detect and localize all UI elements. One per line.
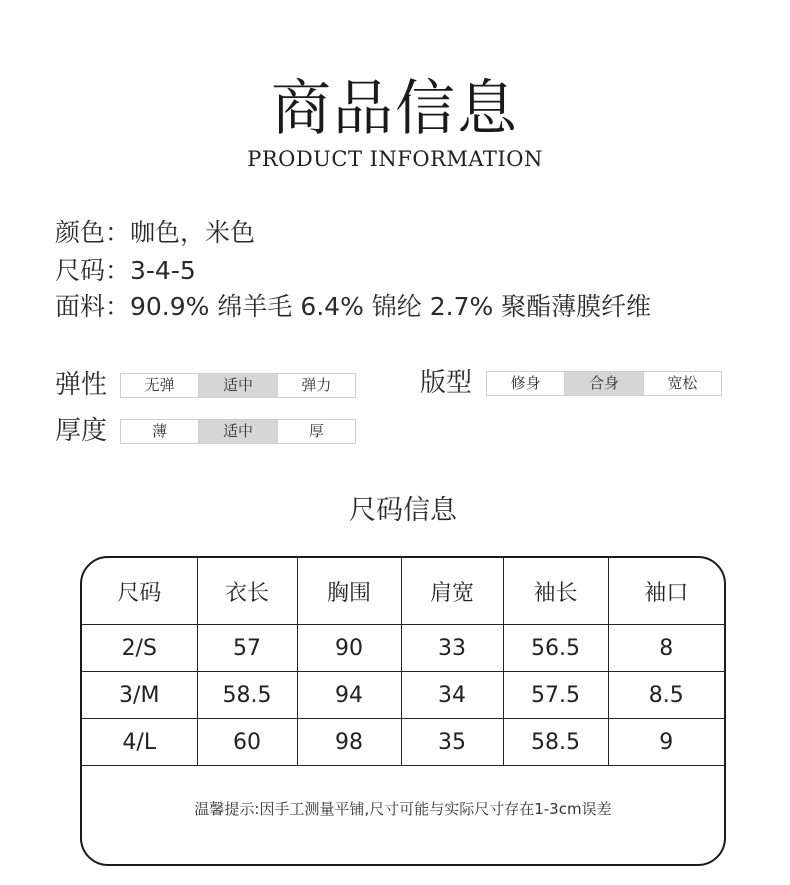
color-info: 颜色：咖色，米色 bbox=[55, 218, 256, 247]
table-header-row bbox=[82, 558, 724, 625]
thickness-option: 适中 bbox=[199, 420, 277, 443]
thickness-scale bbox=[120, 419, 356, 444]
table-cell: 98 bbox=[297, 719, 401, 766]
header-cell: 胸围 bbox=[297, 558, 401, 625]
fabric-info: 面料：90.9% 绵羊毛 6.4% 锦纶 2.7% 聚酯薄膜纤维 bbox=[55, 292, 652, 321]
fit-label: 版型 bbox=[420, 368, 473, 398]
table-cell: 60 bbox=[197, 719, 297, 766]
table-cell: 9 bbox=[608, 719, 724, 766]
table-cell: 4/L bbox=[82, 719, 197, 766]
table-cell: 56.5 bbox=[503, 625, 608, 672]
table-row bbox=[82, 719, 724, 766]
page-title: 商品信息 bbox=[271, 74, 519, 144]
header-cell: 袖长 bbox=[503, 558, 608, 625]
table-cell: 58.5 bbox=[197, 672, 297, 719]
table-cell: 94 bbox=[297, 672, 401, 719]
fit-option: 修身 bbox=[487, 372, 565, 395]
table-cell: 2/S bbox=[82, 625, 197, 672]
header-cell: 衣长 bbox=[197, 558, 297, 625]
table-cell: 35 bbox=[401, 719, 503, 766]
table-cell: 90 bbox=[297, 625, 401, 672]
elasticity-option: 弹力 bbox=[301, 376, 332, 394]
thickness-label: 厚度 bbox=[55, 416, 108, 446]
table-row bbox=[82, 672, 724, 719]
size-chart-box bbox=[80, 556, 726, 866]
header-cell: 尺码 bbox=[82, 558, 197, 625]
table-cell: 8 bbox=[608, 625, 724, 672]
elasticity-scale bbox=[120, 373, 356, 398]
fit-option: 宽松 bbox=[667, 374, 698, 392]
elasticity-label: 弹性 bbox=[55, 370, 108, 400]
size-info: 尺码：3-4-5 bbox=[55, 256, 196, 285]
fit-scale bbox=[486, 371, 722, 396]
thickness-option: 薄 bbox=[121, 420, 199, 443]
table-cell: 58.5 bbox=[503, 719, 608, 766]
table-row bbox=[82, 625, 724, 672]
thickness-option: 厚 bbox=[308, 422, 324, 440]
table-cell: 8.5 bbox=[608, 672, 724, 719]
elasticity-option: 无弹 bbox=[121, 374, 199, 397]
page-subtitle: PRODUCT INFORMATION bbox=[247, 147, 543, 171]
header-cell: 肩宽 bbox=[401, 558, 503, 625]
fit-option: 合身 bbox=[565, 372, 643, 395]
elasticity-option: 适中 bbox=[199, 374, 277, 397]
table-cell: 3/M bbox=[82, 672, 197, 719]
table-cell: 33 bbox=[401, 625, 503, 672]
table-cell: 57 bbox=[197, 625, 297, 672]
table-cell: 34 bbox=[401, 672, 503, 719]
size-chart-title: 尺码信息 bbox=[349, 495, 457, 526]
table-cell: 57.5 bbox=[503, 672, 608, 719]
measurement-note: 温馨提示:因手工测量平铺,尺寸可能与实际尺寸存在1-3cm误差 bbox=[194, 800, 612, 818]
header-cell: 袖口 bbox=[608, 558, 724, 625]
size-table bbox=[82, 558, 724, 766]
